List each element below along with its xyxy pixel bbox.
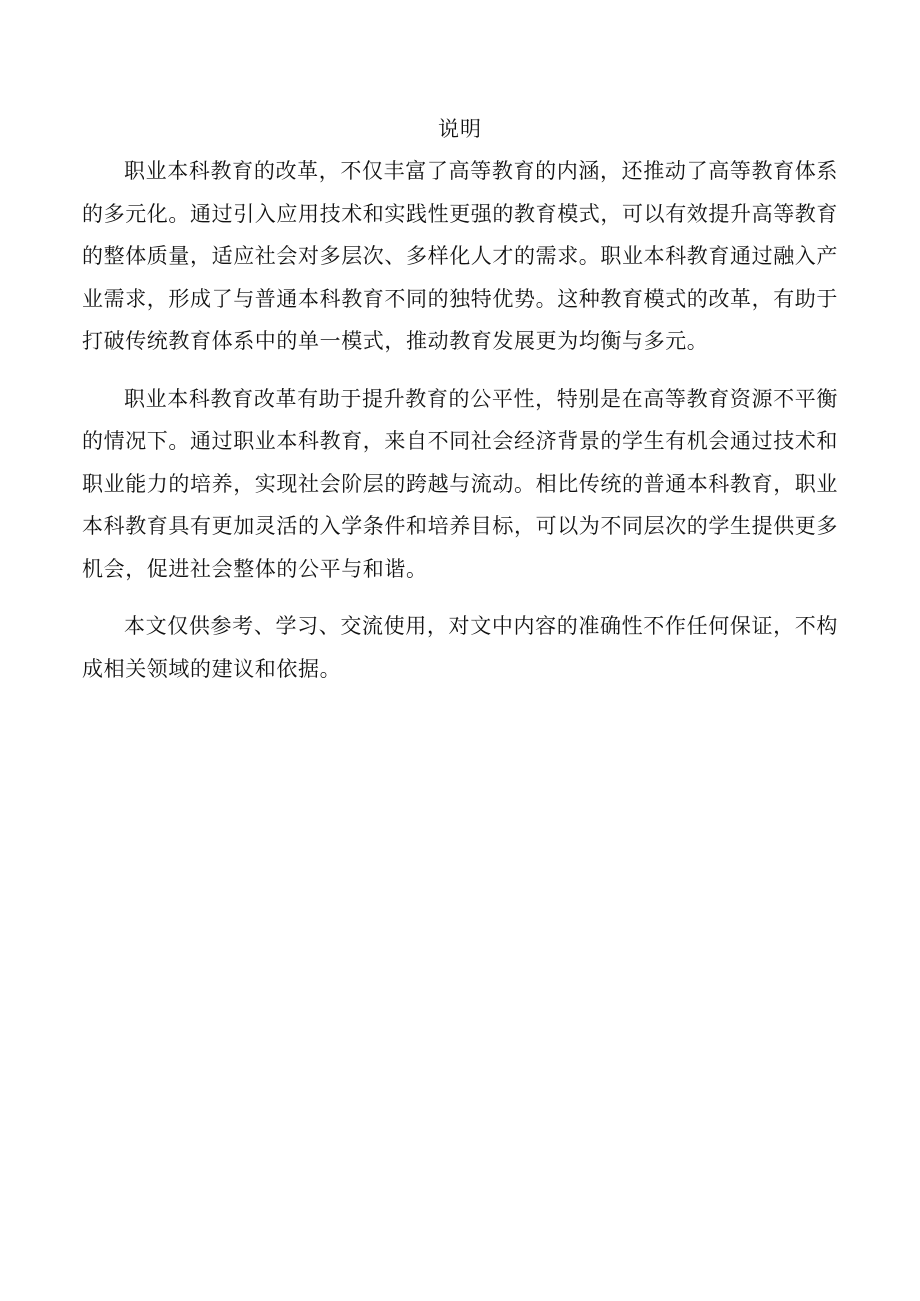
document-title: 说明 <box>438 117 482 141</box>
paragraph-reform: 职业本科教育的改革，不仅丰富了高等教育的内涵，还推动了高等教育体系的多元化。通过引入应用技术和实践性更强的教育模式，可以有效提升高等教育的整体质量，适应社会对多层次、多样化人才的需求。职业本科教育通过融入产业需求，形成了与普通本科教育不同的独特优势。这种教育模式的改革，有助于打破传统教育体系中的单一模式，推动教育发展更为均衡与多元。 <box>82 159 838 353</box>
paragraph-disclaimer: 本文仅供参考、学习、交流使用，对文中内容的准确性不作任何保证，不构成相关领域的建议和依据。 <box>82 614 838 681</box>
paragraph-fairness: 职业本科教育改革有助于提升教育的公平性，特别是在高等教育资源不平衡的情况下。通过职业本科教育，来自不同社会经济背景的学生有机会通过技术和职业能力的培养，实现社会阶层的跨越与流动。相比传统的普通本科教育，职业本科教育具有更加灵活的入学条件和培养目标，可以为不同层次的学生提供更多机会，促进社会整体的公平与和谐。 <box>82 386 838 581</box>
document-page <box>82 108 838 705</box>
